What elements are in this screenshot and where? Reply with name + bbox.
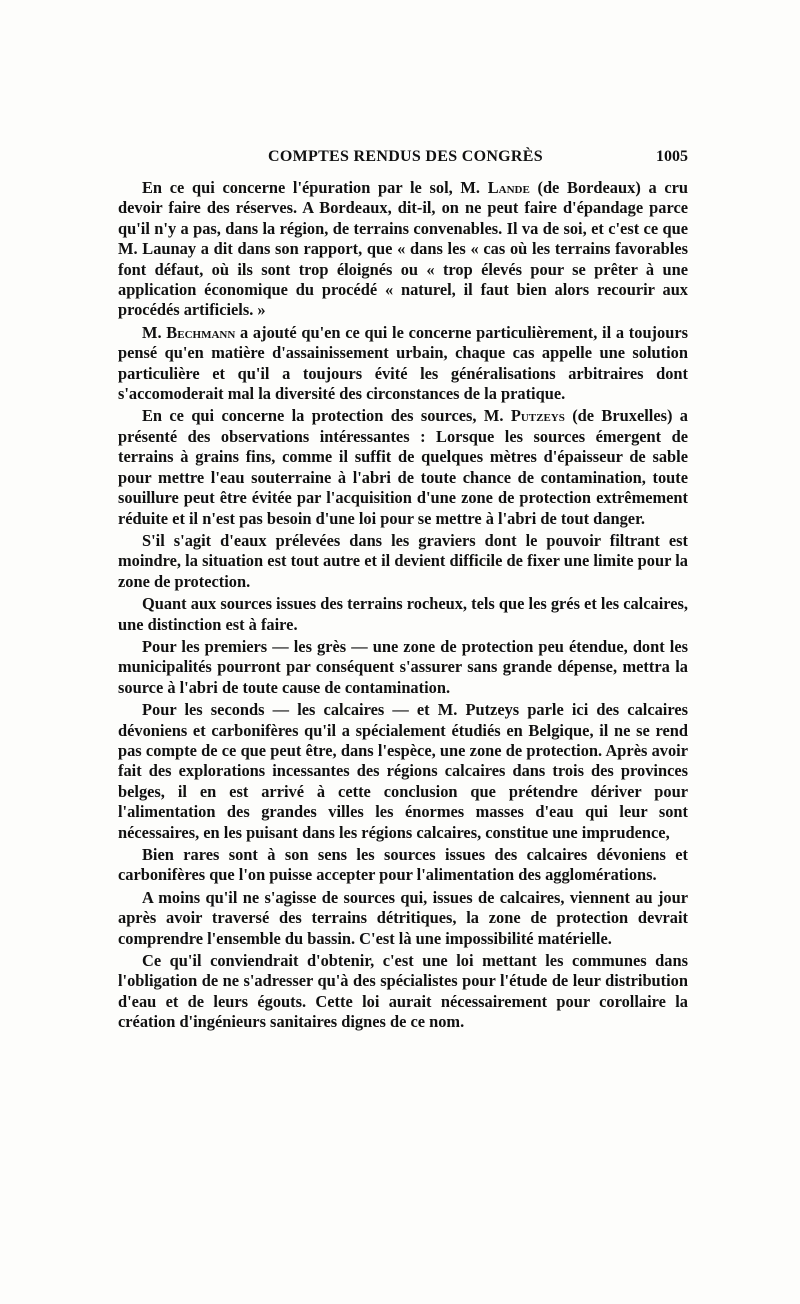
text-run: S'il s'agit d'eaux prélevées dans les graviers dont le pouvoir filtrant est moindre, la situation est tout autre et il devient difficile de fixer une limite pour la zone de protection. bbox=[118, 530, 688, 591]
speaker-name: Lande bbox=[487, 178, 530, 197]
text-run: En ce qui concerne la protection des sources, M. bbox=[142, 406, 511, 426]
paragraph bbox=[118, 637, 688, 698]
text-run: (de Bruxelles) a présenté des observations intéressantes : Lorsque les sources émergent de terrains à grains fins, comme il suffit de quelques mètres d'épaisseur de sable pour mettre l'eau souterraine à l'abri de toute chance de contamination, toute souillure peut être évitée par l'acquisition d'une zone de protection extrêmement réduite et il n'est pas besoin d'une loi pour se mettre à l'abri de tout danger. bbox=[118, 406, 688, 528]
text-run: (de Bordeaux) a cru devoir faire des réserves. A Bordeaux, dit-il, on ne peut faire d'épandage parce qu'il n'y a pas, dans la région, de terrains convenables. Il va de soi, et c'est ce que M. Launay a dit dans son rapport, que « dans les « cas où les terrains favorables font défaut, où ils sont trop éloignés ou « trop élevés pour se prêter à une application économique du procédé « naturel, il faut bien alors recourir aux procédés artificiels. » bbox=[118, 178, 689, 320]
text-run: Quant aux sources issues des terrains rocheux, tels que les grés et les calcaires, une distinction est à faire. bbox=[118, 594, 688, 634]
paragraph bbox=[118, 323, 688, 405]
text-run: a ajouté qu'en ce qui le concerne particulièrement, il a toujours pensé qu'en matière d'assainissement urbain, chaque cas appelle une solution particulière et qu'il a toujours évité les généralisations arbitraires dont s'accomoderait mal la diversité des circonstances de la pratique. bbox=[118, 322, 688, 404]
paragraph bbox=[118, 178, 688, 321]
text-run: A moins qu'il ne s'agisse de sources qui, issues de calcaires, viennent au jour après avoir traversé des terrains détritiques, la zone de protection devrait comprendre l'ensemble du bassin. C'est là une impossibilité matérielle. bbox=[118, 887, 688, 948]
paragraph bbox=[118, 531, 688, 592]
text-run: En ce qui concerne l'épuration par le sol, M. bbox=[142, 178, 488, 197]
speaker-name: Bechmann bbox=[166, 322, 236, 342]
paragraph bbox=[118, 700, 688, 843]
text-run: Ce qu'il conviendrait d'obtenir, c'est une loi mettant les communes dans l'obligation de ne s'adresser qu'à des spécialistes pour l'étude de leur distribution d'eau et de leurs égouts. Cette loi aurait nécessairement pour corollaire la création d'ingénieurs sanitaires dignes de ce nom. bbox=[118, 951, 688, 1032]
paragraph bbox=[118, 888, 688, 949]
body-text bbox=[118, 178, 688, 1035]
text-run: M. bbox=[142, 322, 167, 342]
running-head: COMPTES RENDUS DES CONGRÈS bbox=[268, 148, 543, 165]
text-run: Bien rares sont à son sens les sources issues des calcaires dévoniens et carbonifères que l'on puisse accepter pour l'alimentation des agglomérations. bbox=[118, 845, 688, 885]
paragraph bbox=[118, 594, 688, 635]
paragraph bbox=[118, 406, 688, 528]
page-header bbox=[118, 148, 688, 172]
speaker-name: Putzeys bbox=[510, 406, 565, 426]
text-run: Pour les seconds — les calcaires — et M. Putzeys parle ici des calcaires dévoniens et carbonifères qu'il a spécialement étudiés en Belgique, il ne se rend pas compte de ce que peut être, dans l'espèce, une zone de protection. Après avoir fait des explorations incessantes des régions calcaires dans trois des provinces belges, il en est arrivé à cette conclusion que prétendre dériver pour l'alimentation des grandes villes les énormes masses d'eau qui leur sont nécessaires, en les puisant dans les régions calcaires, constitue une imprudence, bbox=[118, 700, 688, 842]
text-run: Pour les premiers — les grès — une zone de protection peu étendue, dont les municipalités pourront par conséquent s'assurer sans grande dépense, mettra la source à l'abri de toute cause de contamination. bbox=[118, 636, 688, 697]
paragraph bbox=[118, 951, 688, 1033]
page-number: 1005 bbox=[656, 148, 688, 165]
paragraph bbox=[118, 845, 688, 886]
